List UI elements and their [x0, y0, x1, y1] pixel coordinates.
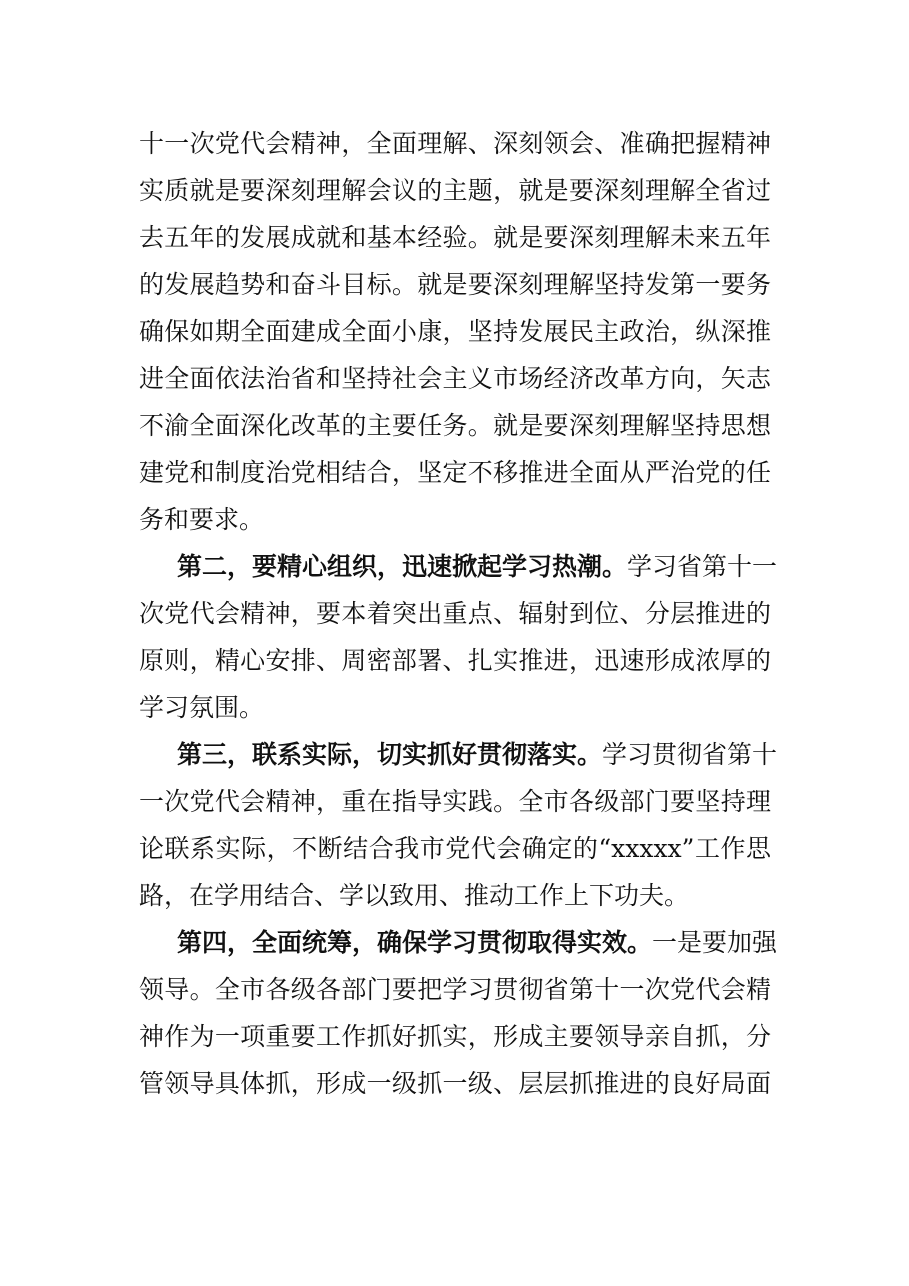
- text-line: 学习氛围。: [139, 693, 265, 722]
- text-line: 建党和制度治党相结合，坚定不移推进全面从严治党的任: [139, 458, 771, 487]
- paragraph-1: [139, 120, 771, 543]
- paragraph-4: [139, 919, 778, 1107]
- text-line: 确保如期全面建成全面小康，坚持发展民主政治，纵深推: [139, 317, 771, 346]
- text-line: 的发展趋势和奋斗目标。就是要深刻理解坚持发第一要务: [139, 270, 771, 299]
- text-line: 原则，精心安排、周密部署、扎实推进，迅速形成浓厚的: [139, 646, 771, 675]
- text-line: [139, 731, 778, 778]
- text-line: 一次党代会精神，重在指导实践。全市各级部门要坚持理: [139, 787, 771, 816]
- text-line: 管领导具体抓，形成一级抓一级、层层抓推进的良好局面: [139, 1069, 771, 1098]
- paragraph-text: 一是要加强: [652, 928, 778, 957]
- text-line: 神作为一项重要工作抓好抓实，形成主要领导亲自抓，分: [139, 1022, 771, 1051]
- paragraph-3: [139, 731, 778, 919]
- text-line: 路，在学用结合、学以致用、推动工作上下功夫。: [139, 881, 690, 910]
- text-line: [139, 543, 778, 590]
- text-line: 次党代会精神，要本着突出重点、辐射到位、分层推进的: [139, 599, 771, 628]
- paragraph-heading: 第三，联系实际，切实抓好贯彻落实。: [177, 740, 603, 769]
- paragraph-2: [139, 543, 778, 731]
- paragraph-heading: 第二，要精心组织，迅速掀起学习热潮。: [177, 552, 628, 581]
- text-line: 领导。全市各级各部门要把学习贯彻省第十一次党代会精: [139, 975, 771, 1004]
- text-line: 论联系实际，不断结合我市党代会确定的“xxxxx”工作思: [139, 834, 771, 863]
- text-line: 务和要求。: [139, 505, 265, 534]
- text-line: 十一次党代会精神，全面理解、深刻领会、准确把握精神: [139, 129, 771, 158]
- paragraph-heading: 第四，全面统筹，确保学习贯彻取得实效。: [177, 928, 653, 957]
- document-body: [139, 120, 778, 1107]
- text-line: 实质就是要深刻理解会议的主题，就是要深刻理解全省过: [139, 176, 771, 205]
- text-line: 进全面依法治省和坚持社会主义市场经济改革方向，矢志: [139, 364, 771, 393]
- text-line: 去五年的发展成就和基本经验。就是要深刻理解未来五年: [139, 223, 771, 252]
- text-line: [139, 919, 778, 966]
- text-line: 不渝全面深化改革的主要任务。就是要深刻理解坚持思想: [139, 411, 771, 440]
- paragraph-text: 学习省第十一: [627, 552, 778, 581]
- paragraph-text: 学习贯彻省第十: [602, 740, 778, 769]
